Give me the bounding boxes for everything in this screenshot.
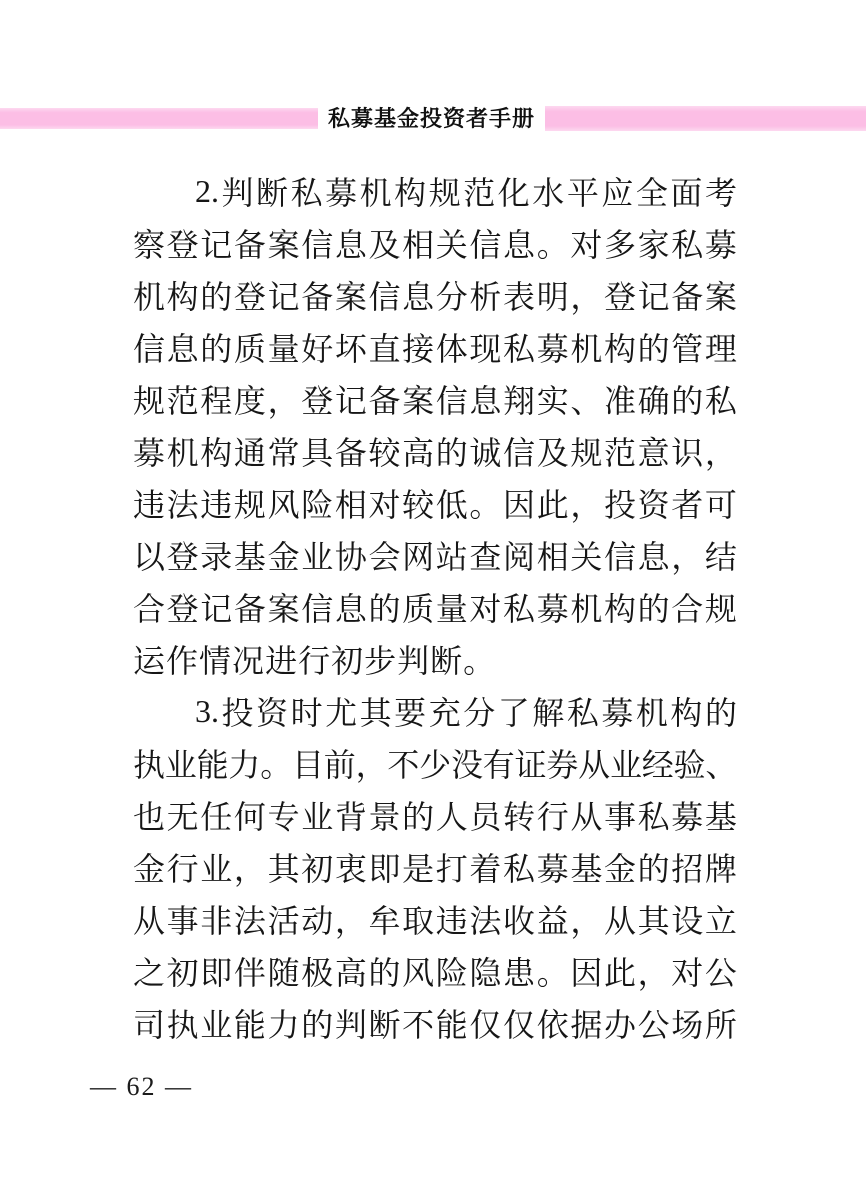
text-line: 以 登 录 基 金 业 协 会 网 站 查 阅 相 关 信 息 ， 结 [133, 539, 737, 575]
text-line: 金 行 业 ， 其 初 衷 即 是 打 着 私 募 基 金 的 招 牌 [133, 851, 737, 887]
running-head-title: 私募基金投资者手册 [327, 106, 535, 131]
page-footer [90, 1070, 193, 1104]
text-line: 机 构 的 登 记 备 案 信 息 分 析 表 明 ， 登 记 备 案 [133, 279, 737, 315]
header-rule-left [0, 108, 318, 129]
text-line: 2. 判 断 私 募 机 构 规 范 化 水 平 应 全 面 考 [195, 172, 737, 211]
header-rule-right [545, 106, 866, 131]
text-line: 执 业 能 力 。 目 前 ， 不 少 没 有 证 券 从 业 经 验 、 [133, 747, 738, 783]
text-line: 察 登 记 备 案 信 息 及 相 关 信 息 。 对 多 家 私 募 [133, 227, 737, 263]
text-line: 违 法 违 规 风 险 相 对 较 低 。 因 此 ， 投 资 者 可 [133, 487, 737, 523]
text-line: 规 范 程 度 ， 登 记 备 案 信 息 翔 实 、 准 确 的 私 [133, 383, 737, 419]
page-number: — 62 — [90, 1072, 193, 1101]
text-line: 之 初 即 伴 随 极 高 的 风 险 隐 患 。 因 此 ， 对 公 [133, 955, 737, 991]
body-text [133, 165, 737, 1049]
text-line: 合 登 记 备 案 信 息 的 质 量 对 私 募 机 构 的 合 规 [133, 591, 737, 627]
text-line: 运 作 情 况 进 行 初 步 判 断 。 [133, 643, 497, 679]
running-head [0, 0, 866, 150]
text-line: 3. 投 资 时 尤 其 要 充 分 了 解 私 募 机 构 的 [195, 692, 737, 731]
text-line: 司 执 业 能 力 的 判 断 不 能 仅 仅 依 据 办 公 场 所 [133, 1007, 737, 1043]
text-line: 信 息 的 质 量 好 坏 直 接 体 现 私 募 机 构 的 管 理 [133, 331, 737, 367]
text-line: 从 事 非 法 活 动 ， 牟 取 违 法 收 益 ， 从 其 设 立 [133, 903, 737, 939]
text-line: 也 无 任 何 专 业 背 景 的 人 员 转 行 从 事 私 募 基 [133, 799, 737, 835]
text-line: 募 机 构 通 常 具 备 较 高 的 诚 信 及 规 范 意 识 ， [133, 435, 737, 471]
